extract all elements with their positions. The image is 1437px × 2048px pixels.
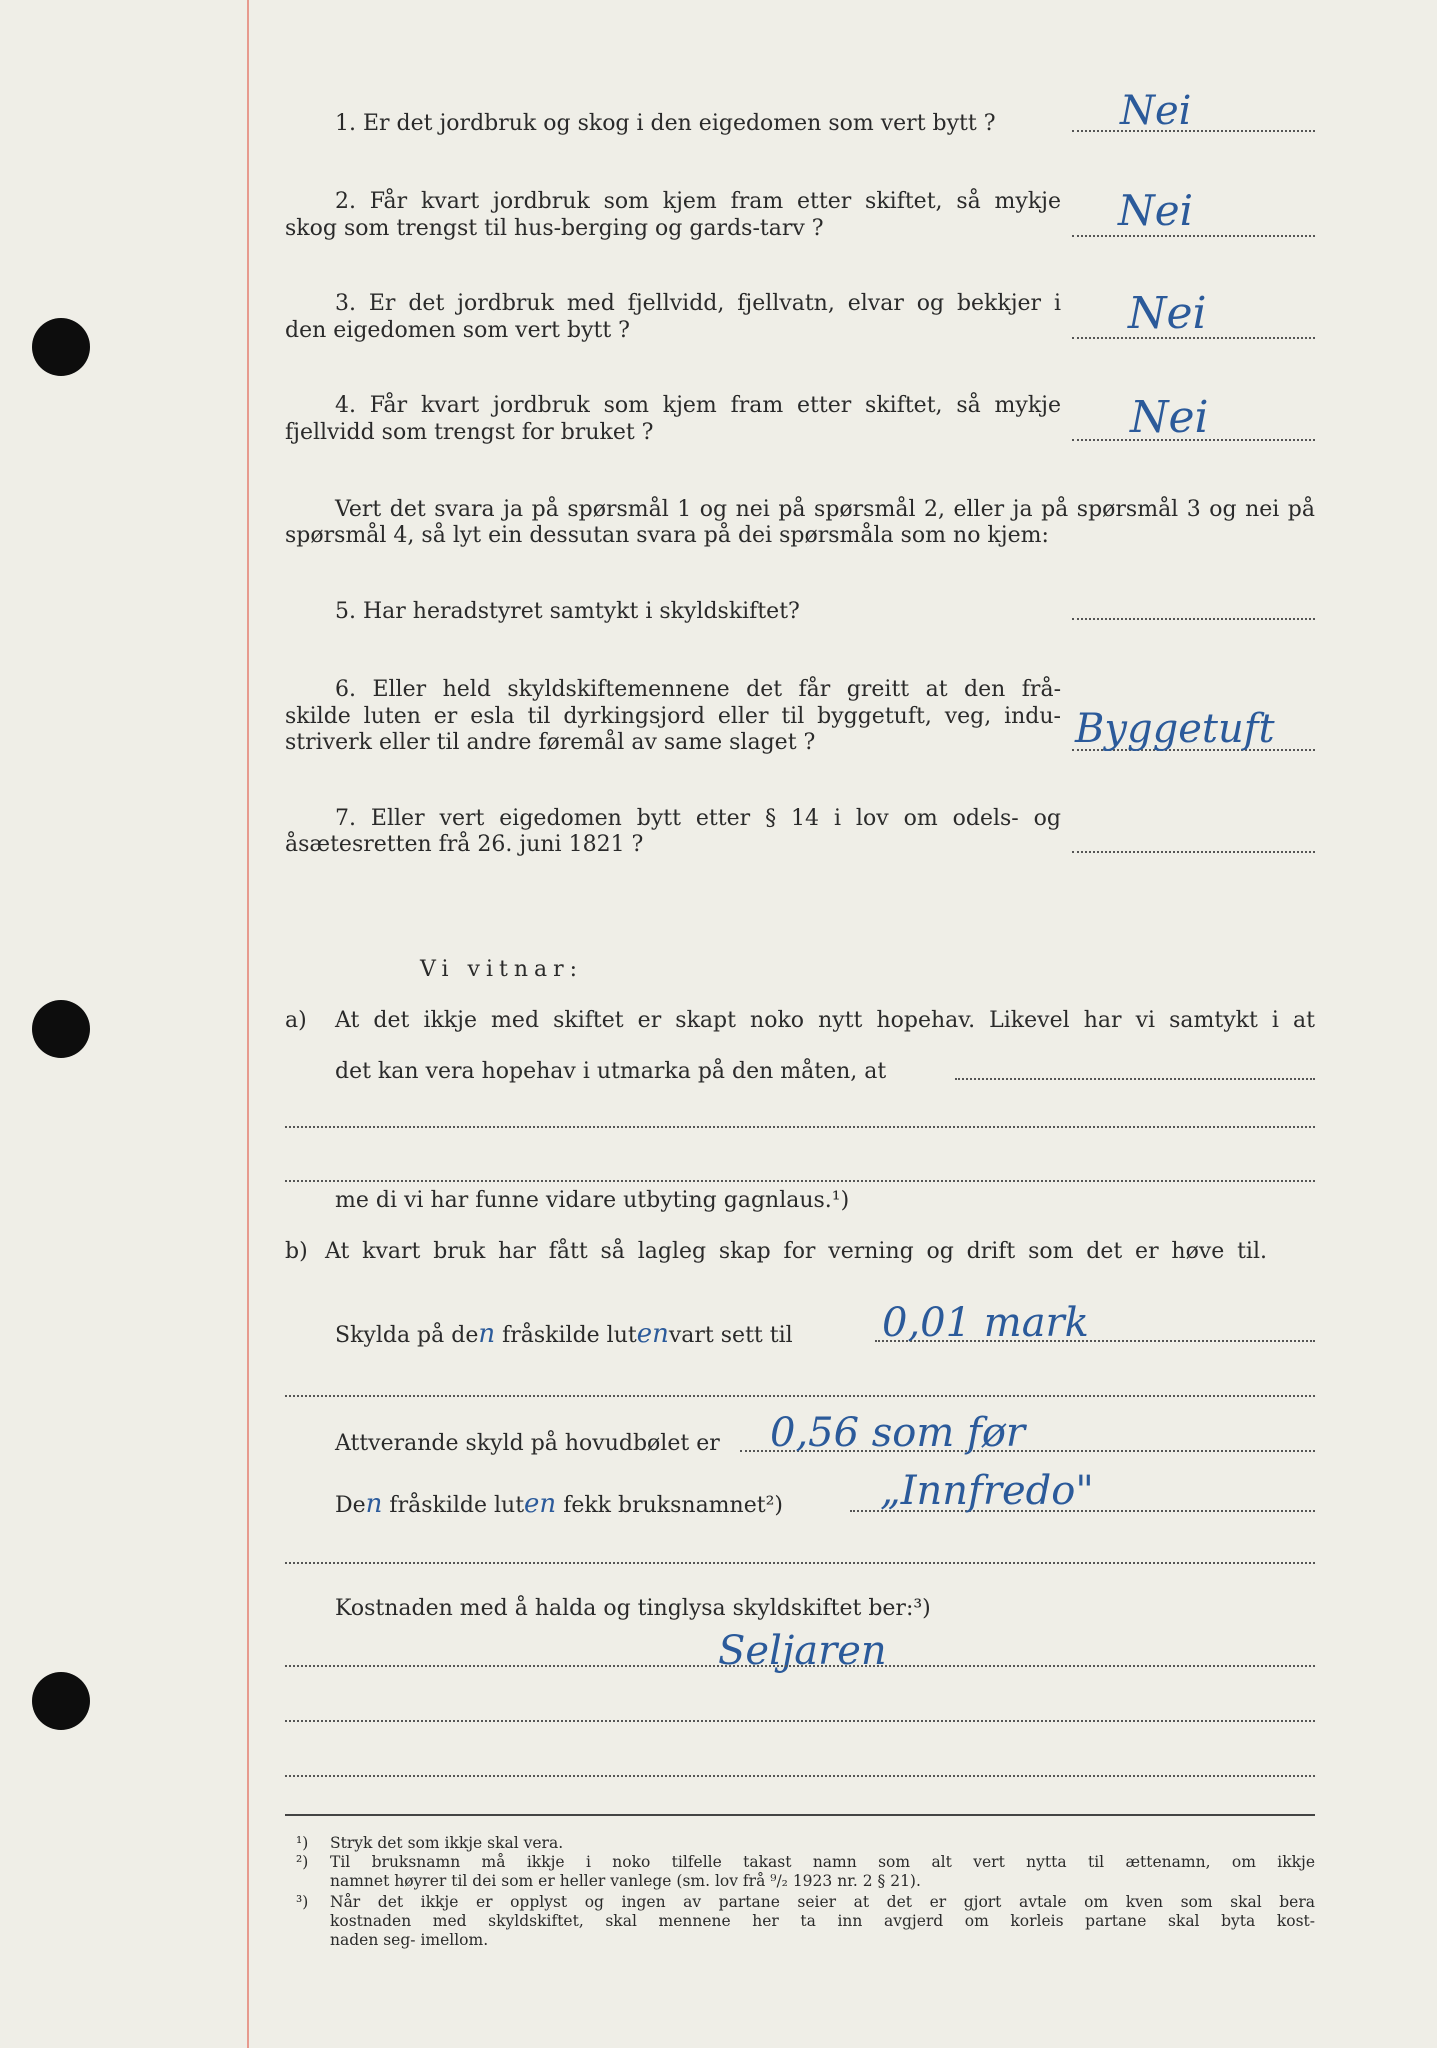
bruksnamn-pre: De (335, 1493, 366, 1518)
footnote-3-line1: Når det ikkje er opplyst og ingen av partane seier at det er gjort avtale om kven som skal bera (330, 1893, 1315, 1911)
attverande-value-handwritten: 0,56 som før (770, 1410, 1026, 1456)
witness-b-label: b) (285, 1239, 308, 1264)
skyld-mark-2: en (636, 1319, 669, 1349)
answer-line-5[interactable] (1072, 618, 1315, 620)
footnote-3-line3: naden seg- imellom. (330, 1931, 489, 1949)
question-3-line1: 3. Er det jordbruk med fjellvidd, fjellvatn, elvar og bekkjer i (335, 291, 1061, 316)
question-5: 5. Har heradstyret samtykt i skyldskiftet? (335, 599, 800, 624)
bruksnamn-line (335, 1490, 783, 1520)
footnote-2-line1: Til bruksnamn må ikkje i noko tilfelle takast namn som alt vert nytta til ættenamn, om ikkje (330, 1853, 1315, 1871)
skyld-mark-1: n (478, 1319, 496, 1349)
answer-3-handwritten: Nei (1128, 288, 1207, 339)
question-2-line1: 2. Får kvart jordbruk som kjem fram etter skiftet, så mykje (335, 189, 1061, 214)
punch-hole (32, 1672, 90, 1730)
footnote-divider (285, 1814, 1315, 1816)
punch-hole (32, 318, 90, 376)
footnote-2-mark: ²) (296, 1853, 309, 1871)
question-6-line2: skilde luten er esla til dyrkingsjord eller til byggetuft, veg, indu- (285, 704, 1061, 729)
witness-a-label: a) (285, 1008, 307, 1033)
question-4-line1: 4. Får kvart jordbruk som kjem fram etter skiftet, så mykje (335, 393, 1061, 418)
footnote-1-mark: ¹) (296, 1834, 309, 1852)
skyld-mid: fråskilde lut (502, 1323, 637, 1348)
skyld-value-handwritten: 0,01 mark (882, 1300, 1089, 1346)
answer-line-7[interactable] (1072, 851, 1315, 853)
kostnad-line-1[interactable] (285, 1665, 1315, 1667)
footnote-3-line2: kostnaden med skyldskiftet, skal mennene her ta inn avgjerd om korleis partane skal byta kost- (330, 1912, 1315, 1930)
skyld-pre: Skylda på de (335, 1323, 479, 1348)
answer-1-handwritten: Nei (1120, 88, 1192, 134)
bruksnamn-mark-2: en (524, 1489, 557, 1519)
witness-heading: Vi vitnar: (420, 957, 584, 982)
kostnad-value-handwritten: Seljaren (718, 1628, 887, 1674)
answer-6-handwritten: Byggetuft (1075, 706, 1275, 752)
kostnad-line-2[interactable] (285, 1720, 1315, 1722)
red-margin-rule (247, 0, 249, 2048)
question-7-line1: 7. Eller vert eigedomen bytt etter § 14 i lov om odels- og (335, 806, 1061, 831)
witness-a-line3: me di vi har funne vidare utbyting gagnlaus.¹) (335, 1188, 850, 1213)
kostnad-label: Kostnaden med å halda og tinglysa skyldskiftet ber:³) (335, 1596, 931, 1621)
question-7-line2: åsætesretten frå 26. juni 1821 ? (285, 832, 644, 857)
skyld-post: vart sett til (668, 1323, 793, 1348)
bruksnamn-extra-line[interactable] (285, 1562, 1315, 1564)
hopehav-fill-line-3[interactable] (285, 1180, 1315, 1182)
answer-4-handwritten: Nei (1130, 392, 1209, 443)
witness-a-line1: At det ikkje med skiftet er skapt noko nytt hopehav. Likevel har vi samtykt i at (335, 1008, 1315, 1033)
question-4-line2: fjellvidd som trengst for bruket ? (285, 420, 654, 445)
conditional-intro-line2: spørsmål 4, så lyt ein dessutan svara på dei spørsmåla som no kjem: (285, 523, 1049, 548)
bruksnamn-mark-1: n (365, 1489, 383, 1519)
skyld-extra-line[interactable] (285, 1395, 1315, 1397)
hopehav-fill-line-1[interactable] (955, 1078, 1315, 1080)
bruksnamn-value-handwritten: „Innfredo" (880, 1468, 1094, 1514)
footnote-2-line2: namnet høyrer til dei som er heller vanlege (sm. lov frå ⁹/₂ 1923 nr. 2 § 21). (330, 1872, 921, 1890)
answer-line-1[interactable] (1072, 130, 1315, 132)
question-2-line2: skog som trengst til hus-berging og gards-tarv ? (285, 216, 824, 241)
answer-2-handwritten: Nei (1118, 186, 1194, 235)
witness-a-line2: det kan vera hopehav i utmarka på den måten, at (335, 1059, 887, 1084)
kostnad-line-3[interactable] (285, 1775, 1315, 1777)
question-6-line1: 6. Eller held skyldskiftemennene det får greitt at den frå- (335, 677, 1061, 702)
footnote-3-mark: ³) (296, 1893, 309, 1911)
conditional-intro-line1: Vert det svara ja på spørsmål 1 og nei på spørsmål 2, eller ja på spørsmål 3 og nei på (335, 497, 1315, 522)
question-3-line2: den eigedomen som vert bytt ? (285, 318, 630, 343)
question-1: 1. Er det jordbruk og skog i den eigedomen som vert bytt ? (335, 111, 996, 136)
question-6-line3: striverk eller til andre føremål av same slaget ? (285, 730, 816, 755)
attverande-label: Attverande skyld på hovudbølet er (335, 1431, 720, 1456)
hopehav-fill-line-2[interactable] (285, 1126, 1315, 1128)
answer-line-2[interactable] (1072, 235, 1315, 237)
footnote-1: Stryk det som ikkje skal vera. (330, 1834, 564, 1852)
skyld-line (335, 1320, 793, 1350)
punch-hole (32, 1000, 90, 1058)
bruksnamn-mid: fråskilde lut (389, 1493, 525, 1518)
bruksnamn-post: fekk bruksnamnet²) (563, 1493, 783, 1518)
witness-b-line1: At kvart bruk har fått så lagleg skap for verning og drift som det er høve til. (325, 1239, 1267, 1264)
